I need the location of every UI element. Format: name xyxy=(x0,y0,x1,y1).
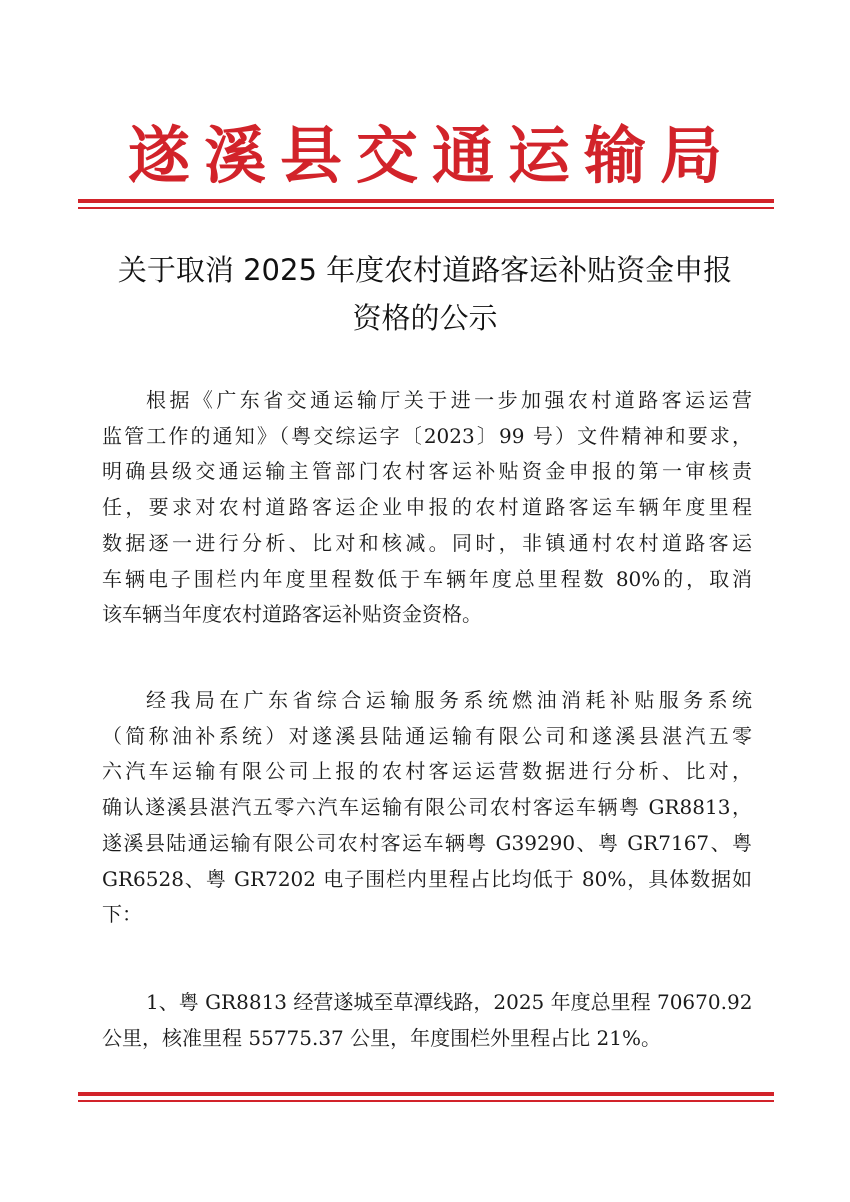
footer-rule-thin xyxy=(78,1100,774,1102)
paragraph-2-line: 经我局在广东省综合运输服务系统燃油消耗补贴服务系统 xyxy=(146,688,752,712)
paragraph-1-line: 根据《广东省交通运输厅关于进一步加强农村道路客运运营 xyxy=(146,388,752,412)
document-title xyxy=(60,246,790,342)
letterhead-org-name: 遂溪县交通运输局 xyxy=(127,119,736,192)
paragraph-1-line: 该车辆当年度农村道路客运补贴资金资格。 xyxy=(102,602,482,627)
letterhead-rule-thick xyxy=(78,199,774,203)
paragraph-3 xyxy=(102,985,752,1056)
paragraph-1-line: 任，要求对农村道路客运企业申报的农村道路客运车辆年度里程 xyxy=(102,495,752,520)
title-line-2: 资格的公示 xyxy=(352,301,498,335)
paragraph-1-line: 监管工作的通知》（粤交综运字〔2023〕99 号）文件精神和要求， xyxy=(102,423,752,448)
paragraph-1 xyxy=(102,383,752,633)
paragraph-2-line: GR6528、粤 GR7202 电子围栏内里程占比均低于 80%，具体数据如 xyxy=(102,866,752,891)
paragraph-1-line: 车辆电子围栏内年度里程数低于车辆年度总里程数 80%的，取消 xyxy=(102,566,752,591)
footer-rule-thick xyxy=(78,1092,774,1096)
letterhead-rule-thin xyxy=(78,207,774,209)
paragraph-2-line: 遂溪县陆通运输有限公司农村客运车辆粤 G39290、粤 GR7167、粤 xyxy=(102,830,752,855)
paragraph-3-line: 1、粤 GR8813 经营遂城至草潭线路，2025 年度总里程 70670.92 xyxy=(146,990,753,1014)
paragraph-3-line: 公里，核准里程 55775.37 公里，年度围栏外里程占比 21%。 xyxy=(102,1025,661,1050)
paragraph-2-line: 六汽车运输有限公司上报的农村客运运营数据进行分析、比对， xyxy=(102,759,752,784)
paragraph-2-line: 确认遂溪县湛汽五零六汽车运输有限公司农村客运车辆粤 GR8813， xyxy=(102,795,752,820)
paragraph-2 xyxy=(102,683,752,933)
paragraph-2-line: 下： xyxy=(102,902,142,927)
paragraph-1-line: 明确县级交通运输主管部门农村客运补贴资金申报的第一审核责 xyxy=(102,459,752,484)
paragraph-1-line: 数据逐一进行分析、比对和核减。同时，非镇通村农村道路客运 xyxy=(102,530,752,555)
title-line-1: 关于取消 2025 年度农村道路客运补贴资金申报 xyxy=(117,253,733,287)
paragraph-2-line: （简称油补系统）对遂溪县陆通运输有限公司和遂溪县湛汽五零 xyxy=(102,723,752,748)
